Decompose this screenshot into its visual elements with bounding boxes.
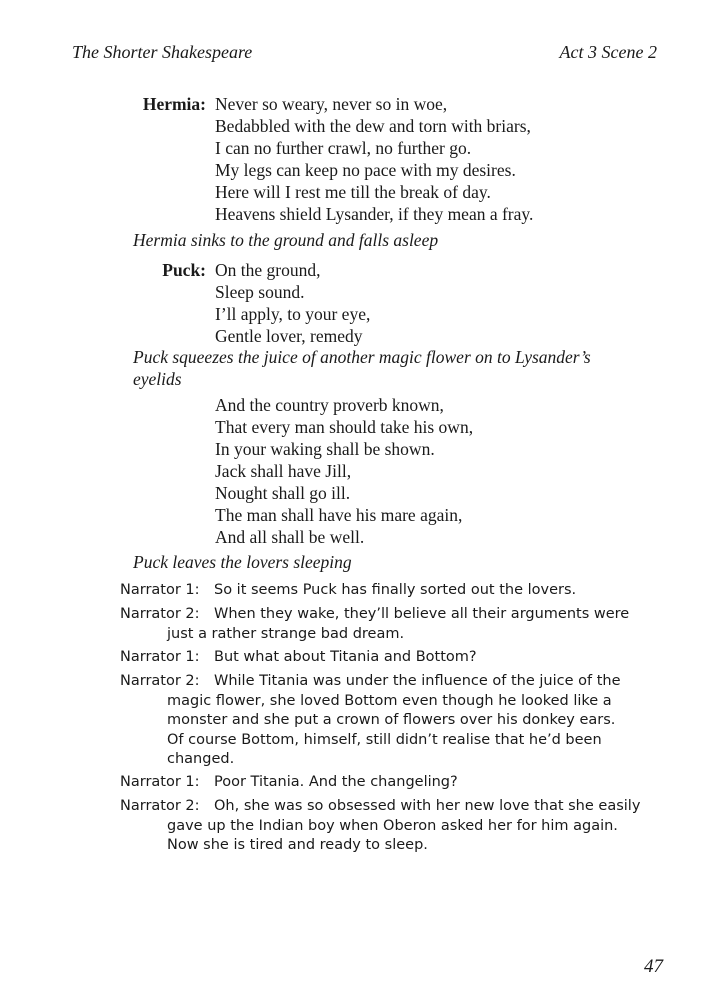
verse-lines <box>215 93 533 225</box>
narration-line: Now she is tired and ready to sleep. <box>167 837 428 853</box>
verse-line: Bedabbled with the dew and torn with briars, <box>215 116 531 136</box>
verse-lines <box>215 394 473 548</box>
book-title: The Shorter Shakespeare <box>72 42 253 62</box>
direction-line: eyelids <box>133 369 182 389</box>
narration-line: just a rather strange bad dream. <box>167 625 405 642</box>
narrator-name: Narrator 2: <box>120 673 200 689</box>
narration-line: So it seems Puck has finally sorted out the lovers. <box>214 582 577 598</box>
narrator-name: Narrator 2: <box>120 606 200 622</box>
narration-line: But what about Titania and Bottom? <box>214 649 477 665</box>
verse-line: And the country proverb known, <box>215 395 444 415</box>
verse-line: On the ground, <box>215 260 321 280</box>
speaker-name: Puck: <box>162 260 206 280</box>
narrator-name: Narrator 1: <box>120 649 200 665</box>
narration-line: gave up the Indian boy when Oberon asked her for him again. <box>167 817 618 834</box>
narration-entry <box>120 797 660 856</box>
narration-line: Poor Titania. And the changeling? <box>214 774 458 790</box>
verse-line: I’ll apply, to your eye, <box>215 304 371 324</box>
verse-line: Here will I rest me till the break of day. <box>215 182 491 202</box>
narration-entry <box>120 672 660 770</box>
narration-entry <box>120 605 660 644</box>
narration-line: changed. <box>167 751 235 767</box>
verse-line: The man shall have his mare again, <box>215 505 463 525</box>
verse-line: Nought shall go ill. <box>215 483 351 503</box>
narration-line: While Titania was under the influence of the juice of the <box>214 673 621 689</box>
narrator-name: Narrator 2: <box>120 798 200 814</box>
narration-entry <box>120 773 660 793</box>
verse-line: That every man should take his own, <box>215 417 474 437</box>
verse-line: And all shall be well. <box>215 527 365 547</box>
verse-line: I can no further crawl, no further go. <box>215 138 472 158</box>
narration-line: When they wake, they’ll believe all their arguments were <box>214 606 630 622</box>
verse-line: In your waking shall be shown. <box>215 439 435 459</box>
verse-line: Sleep sound. <box>215 282 305 302</box>
stage-direction: Hermia sinks to the ground and falls asleep <box>133 230 439 250</box>
narration-line: magic flower, she loved Bottom even though he looked like a <box>167 692 612 709</box>
narration-line: Oh, she was so obsessed with her new love that she easily <box>214 798 641 814</box>
verse-line: Heavens shield Lysander, if they mean a fray. <box>215 204 534 224</box>
narration-entry <box>120 648 660 668</box>
speaker-name: Hermia: <box>142 94 206 114</box>
narrator-name: Narrator 1: <box>120 582 200 598</box>
narration-entry <box>120 581 660 601</box>
stage-direction <box>133 346 673 390</box>
page-number: 47 <box>644 956 663 977</box>
verse-lines <box>215 259 370 347</box>
narrator-name: Narrator 1: <box>120 774 200 790</box>
verse-line: Jack shall have Jill, <box>215 461 352 481</box>
verse-line: Never so weary, never so in woe, <box>215 94 448 114</box>
verse-line: Gentle lover, remedy <box>215 326 363 346</box>
narration-line: monster and she put a crown of flowers over his donkey ears. <box>167 712 616 728</box>
narration-line: Of course Bottom, himself, still didn’t realise that he’d been <box>167 731 602 748</box>
section-label: Act 3 Scene 2 <box>559 42 657 62</box>
direction-line: Puck squeezes the juice of another magic flower on to Lysander’s <box>133 347 591 367</box>
stage-direction: Puck leaves the lovers sleeping <box>133 552 352 572</box>
verse-line: My legs can keep no pace with my desires. <box>215 160 516 180</box>
